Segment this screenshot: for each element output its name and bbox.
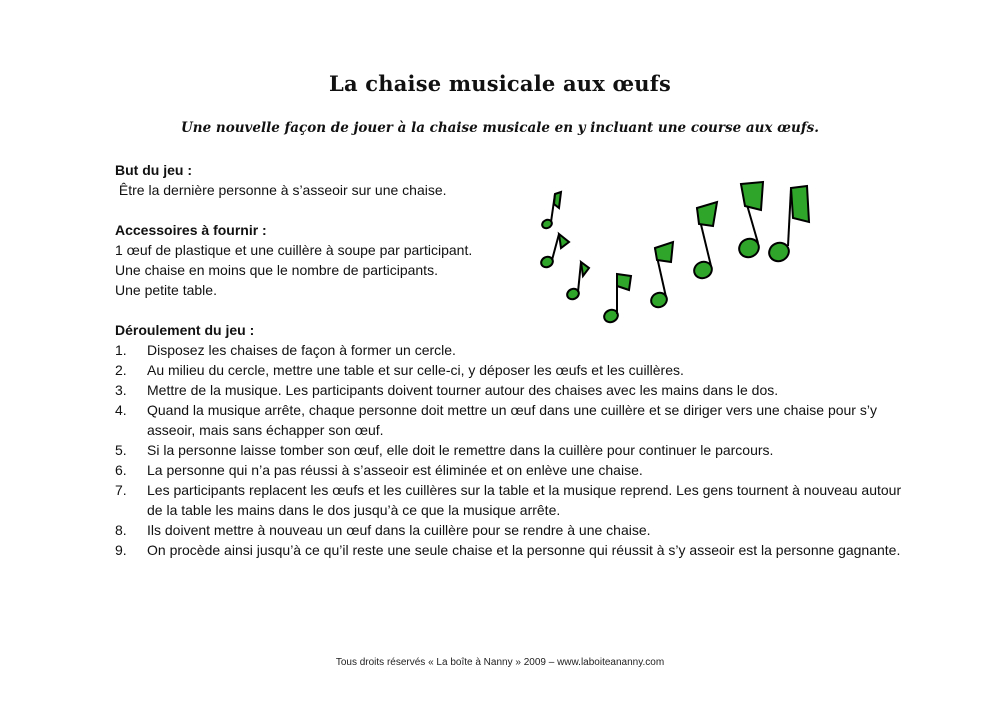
procedure-section [115,320,905,560]
eighth-note-icon [541,192,561,230]
eighth-note-icon [736,182,763,260]
step-number: 8. [115,522,127,538]
step-text: Ils doivent mettre à nouveau un œuf dans la cuillère pour se rendre à une chaise. [147,522,651,538]
eighth-note-icon [539,234,569,269]
goal-heading: But du jeu : [115,162,192,178]
step-number: 3. [115,382,127,398]
step-number: 5. [115,442,127,458]
page-footer: Tous droits réservés « La boîte à Nanny » 2009 – www.laboiteananny.com [335,657,665,668]
step-text: Si la personne laisse tomber son œuf, elle doit le remettre dans la cuillère pour continuer le parcours. [147,442,774,458]
accessories-heading: Accessoires à fournir : [115,222,267,238]
step-number: 2. [115,362,127,378]
step-text: Mettre de la musique. Les participants doivent tourner autour des chaises avec les mains dans le dos. [147,382,779,398]
step-item [115,400,905,440]
eighth-note-icon [691,202,717,281]
step-text: Quand la musique arrête, chaque personne doit mettre un œuf dans une cuillère et se diriger vers une chaise pour s’y asseoir, mais sans échapper son œuf. [147,402,877,438]
eighth-note-icon [649,242,673,310]
step-item [115,460,905,480]
step-item [115,540,905,560]
eighth-note-icon [565,262,589,301]
accessory-item: Une petite table. [115,282,217,298]
music-notes-group [539,182,809,324]
page-subtitle: Une nouvelle façon de jouer à la chaise musicale en y incluant une course aux œufs. [181,120,819,136]
step-number: 6. [115,462,127,478]
step-number: 7. [115,482,127,498]
procedure-heading: Déroulement du jeu : [115,322,255,338]
step-item [115,440,905,460]
eighth-note-icon [766,186,809,264]
page-title: La chaise musicale aux œufs [329,71,671,96]
step-item [115,480,905,520]
step-text: Au milieu du cercle, mettre une table et sur celle-ci, y déposer les œufs et les cuillères. [147,362,684,378]
accessory-item: 1 œuf de plastique et une cuillère à soupe par participant. [115,242,473,258]
goal-text: Être la dernière personne à s’asseoir sur une chaise. [115,182,447,198]
step-text: Disposez les chaises de façon à former un cercle. [147,342,456,358]
step-number: 1. [115,342,127,358]
step-item [115,360,905,380]
music-notes-icon [535,176,815,336]
step-item [115,520,905,540]
step-text: On procède ainsi jusqu’à ce qu’il reste une seule chaise et la personne qui réussit à s’y asseoir est la personne gagnante. [147,542,901,558]
step-item [115,380,905,400]
step-text: La personne qui n’a pas réussi à s’asseoir est éliminée et on enlève une chaise. [147,462,643,478]
step-number: 4. [115,402,127,418]
accessory-item: Une chaise en moins que le nombre de participants. [115,262,438,278]
step-text: Les participants replacent les œufs et les cuillères sur la table et la musique reprend. Les gens tournent à nouveau autour de la table les mains dans le dos jusqu’à ce que la musique arrête. [147,482,902,518]
step-number: 9. [115,542,127,558]
procedure-steps [115,340,905,560]
eighth-note-icon [602,274,631,324]
step-item [115,340,905,360]
